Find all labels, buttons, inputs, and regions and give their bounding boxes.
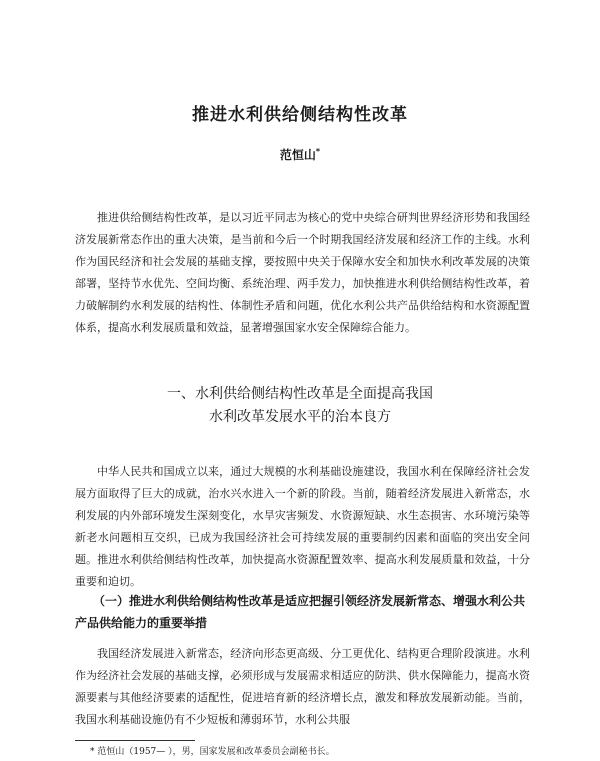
footnote-divider [75, 740, 195, 741]
section1-paragraph: 中华人民共和国成立以来，通过大规模的水利基础设施建设，我国水利在保障经济社会发展方面取得了巨大的成就，治水兴水进入一个新的阶段。当前，随着经济发展进入新常态，水利发展的内外部环境发生深刻变化，水旱灾害频发、水资源短缺、水生态损害、水环境污染等新老水问题相互交织，已成为我国经济社会可持续发展的重要制约因素和面临的突出安全问题。推进水利供给侧结构性改革，加快提高水资源配置效率、提高水利发展质量和效益，十分重要和迫切。 [75, 465, 530, 588]
footnote: * 范恒山（1957— ），男，国家发展和改革委员会副秘书长。 [90, 747, 335, 757]
section1-heading-line2: 水利改革发展水平的治本良方 [209, 409, 391, 425]
section1-heading-line1: 一、水利供给侧结构性改革是全面提高我国 [167, 386, 433, 402]
author-footnote-mark: * [315, 147, 321, 156]
article-author [0, 146, 600, 163]
subsection1-heading: （一）推进水利供给侧结构性改革是适应把握引领经济发展新常态、增强水利公共产品供给能力的重要举措 [75, 594, 526, 630]
author-name: 范恒山 [279, 148, 316, 162]
article-title: 推进水利供给侧结构性改革 [192, 105, 408, 125]
subsection1-paragraph: 我国经济发展进入新常态，经济向形态更高级、分工更优化、结构更合理阶段演进。水利作为经济社会发展的基础支撑，必须形成与发展需求相适应的防洪、供水保障能力，提高水资源要素与其他经济要素的适配性，促进培育新的经济增长点，激发和释放发展新动能。当前，我国水利基础设施仍有不少短板和薄弱环节，水利公共服 [75, 647, 530, 726]
intro-paragraph: 推进供给侧结构性改革，是以习近平同志为核心的党中央综合研判世界经济形势和我国经济发展新常态作出的重大决策，是当前和今后一个时期我国经济发展和经济工作的主线。水利作为国民经济和社会发展的基础支撑，要按照中央关于保障水安全和加快水利改革发展的决策部署，坚持节水优先、空间均衡、系统治理、两手发力，加快推进水利供给侧结构性改革，着力破解制约水利发展的结构性、体制性矛盾和问题，优化水利公共产品供给结构和水资源配置体系，提高水利发展质量和效益，显著增强国家水安全保障综合能力。 [75, 211, 530, 334]
